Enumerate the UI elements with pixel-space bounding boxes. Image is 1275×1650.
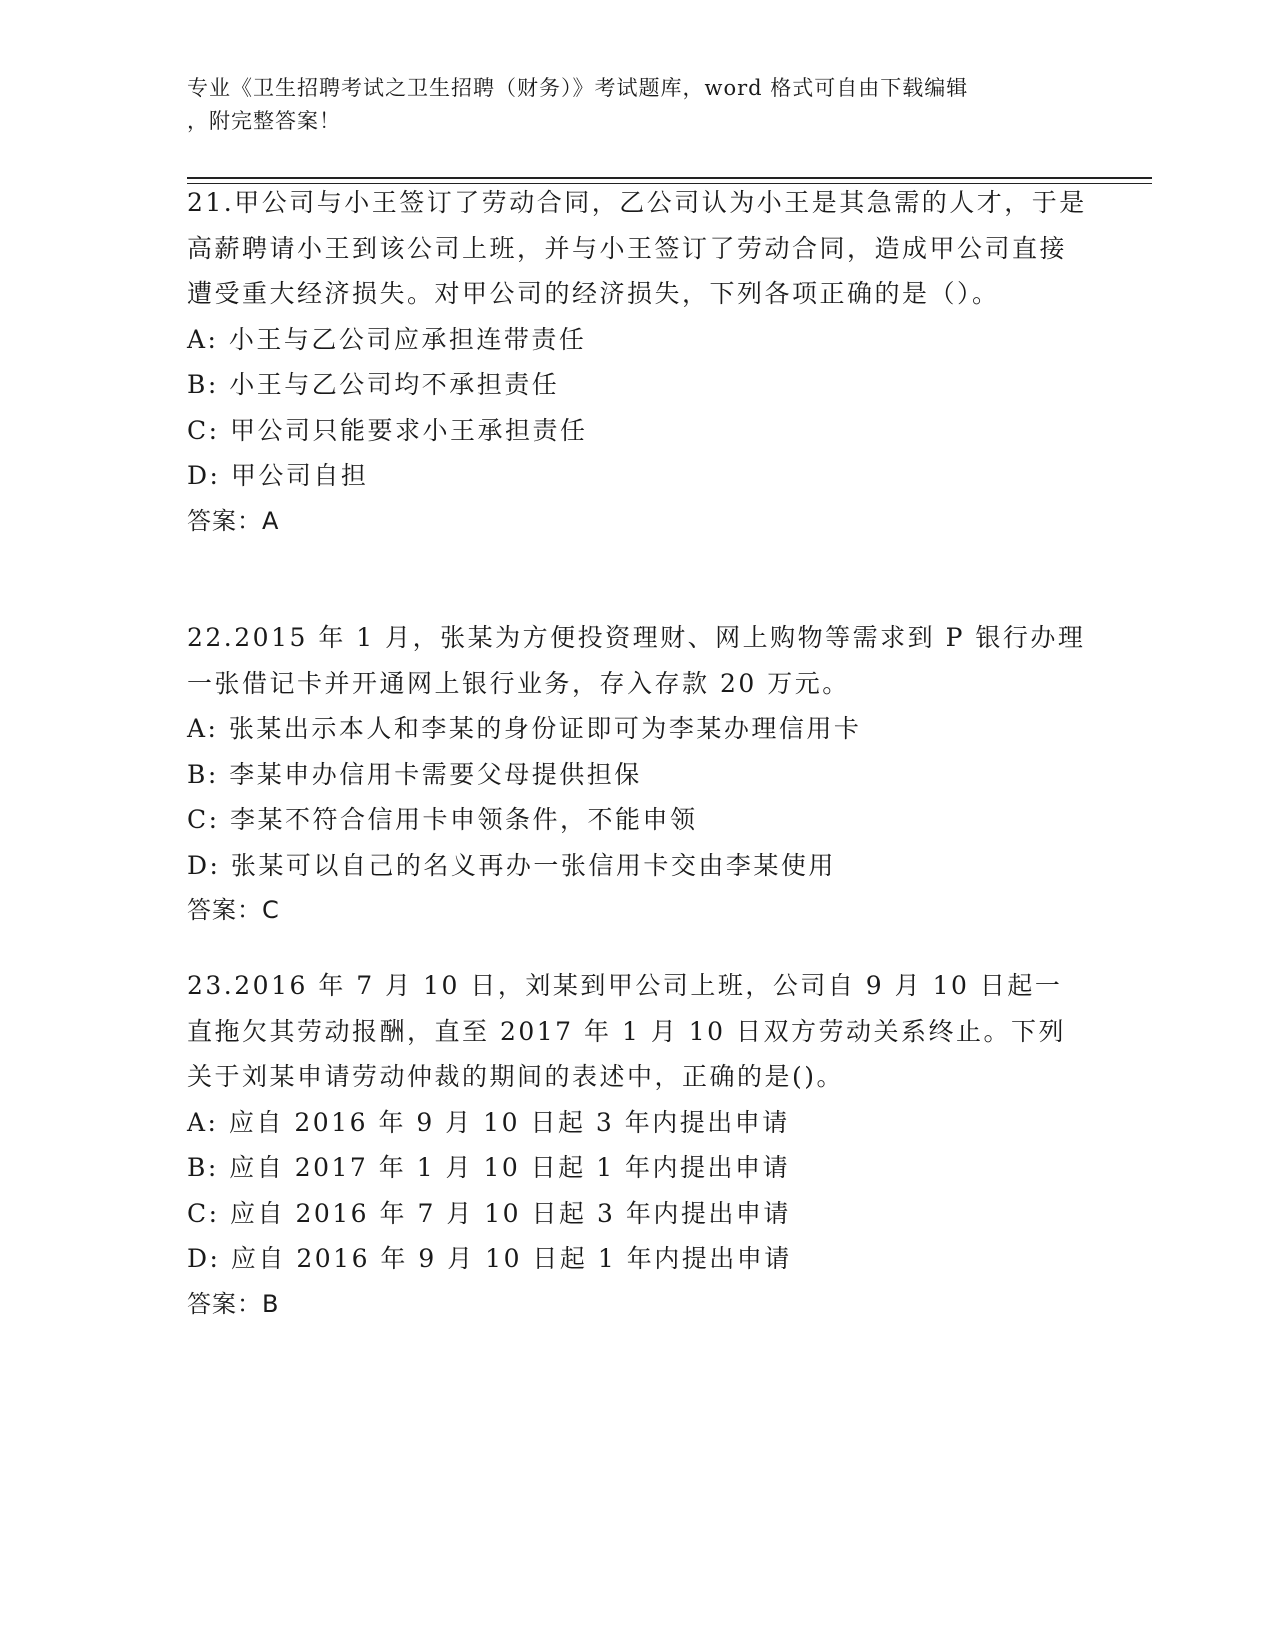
option-b: B: 应自 2017 年 1 月 10 日起 1 年内提出申请 [187, 1153, 791, 1182]
question-stem: 22.2015 年 1 月，张某为方便投资理财、网上购物等需求到 P 银行办理一张借记卡并开通网上银行业务，存入存款 20 万元。 [187, 623, 1086, 698]
answer: 答案：C [187, 896, 280, 924]
answer: 答案：B [187, 1289, 280, 1318]
option-a: A: 应自 2016 年 9 月 10 日起 3 年内提出申请 [187, 1107, 790, 1137]
question-22 [187, 615, 1087, 934]
option-c: C: 李某不符合信用卡申领条件，不能申领 [187, 805, 698, 834]
question-stem: 21.甲公司与小王签订了劳动合同，乙公司认为小王是其急需的人才，于是高薪聘请小王到该公司上班，并与小王签订了劳动合同，造成甲公司直接遭受重大经济损失。对甲公司的经济损失，下列各项正确的是（）。 [187, 188, 1087, 308]
question-23 [187, 963, 1087, 1327]
option-c: C: 应自 2016 年 7 月 10 日起 3 年内提出申请 [187, 1198, 791, 1228]
option-a: A: 张某出示本人和李某的身份证即可为李某办理信用卡 [187, 714, 862, 743]
option-c: C: 甲公司只能要求小王承担责任 [187, 415, 588, 445]
header-line-2: ，附完整答案！ [187, 109, 341, 133]
option-d: D: 张某可以自己的名义再办一张信用卡交由李某使用 [187, 850, 836, 880]
question-21 [187, 180, 1087, 544]
option-b: B: 李某申办信用卡需要父母提供担保 [187, 759, 642, 789]
option-d: D: 应自 2016 年 9 月 10 日起 1 年内提出申请 [187, 1244, 792, 1273]
header-line-1: 专业《卫生招聘考试之卫生招聘（财务）》考试题库，word 格式可自由下载编辑 [187, 76, 969, 100]
header-divider-thick [187, 177, 1152, 179]
option-d: D: 甲公司自担 [187, 461, 369, 490]
option-a: A: 小王与乙公司应承担连带责任 [187, 324, 587, 354]
question-stem: 23.2016 年 7 月 10 日，刘某到甲公司上班，公司自 9 月 10 日起一直拖欠其劳动报酬，直至 2017 年 1 月 10 日双方劳动关系终止。下列关于刘某申请劳动仲裁的期间的表述中，正确的是()。 [187, 971, 1067, 1091]
answer: 答案：A [187, 506, 280, 535]
option-b: B: 小王与乙公司均不承担责任 [187, 370, 560, 399]
document-header [187, 72, 1087, 138]
